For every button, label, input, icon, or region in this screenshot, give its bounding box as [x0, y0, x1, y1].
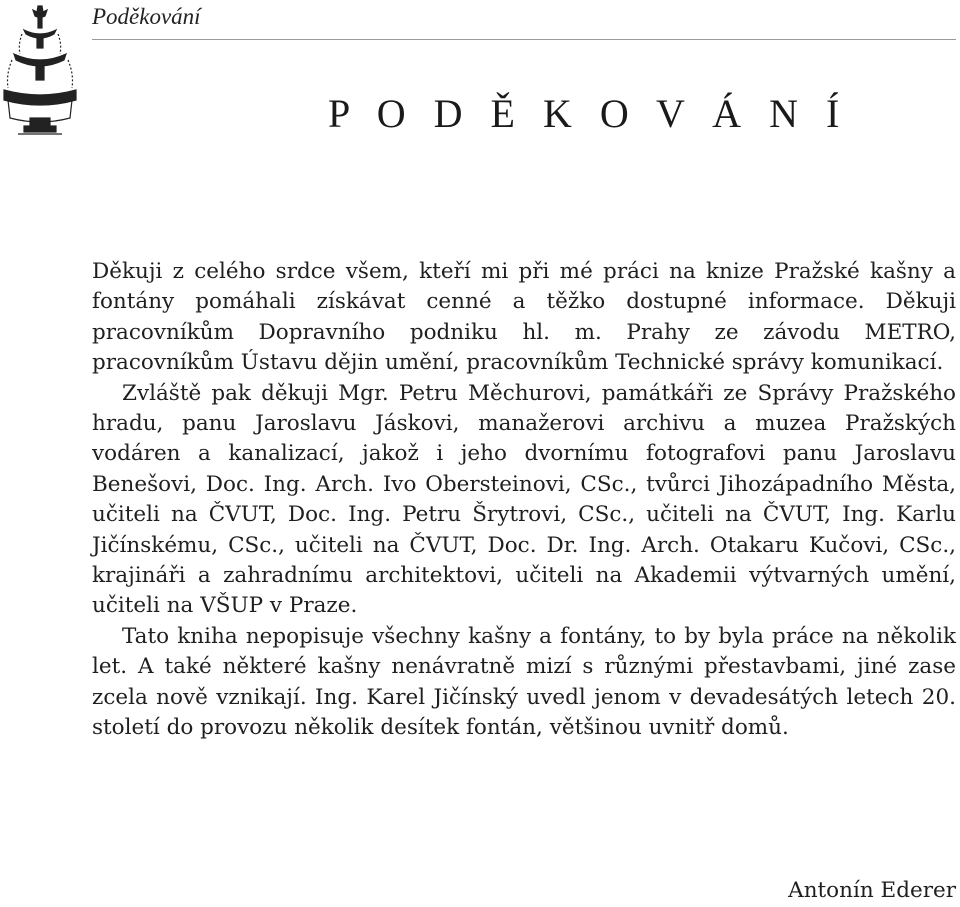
fountain-icon: [0, 0, 80, 140]
chapter-title: P O D Ě K O V Á N Í: [328, 91, 849, 136]
author-signature: Antonín Ederer: [788, 878, 956, 903]
acknowledgement-text: [92, 257, 956, 744]
header-divider: [92, 39, 956, 40]
section-header-title: Poděkování: [92, 4, 201, 29]
paragraph-1: Děkuji z celého srdce všem, kteří mi při mé práci na knize Pražské kašny a fontány pomáhali získávat cenné a těžko dostupné informace. Děkuji pracovníkům Dopravního podniku hl. m. Prahy ze závodu METRO, pracovníkům Ústavu dějin umění, pracovníkům Technické správy komunikací.: [92, 259, 956, 376]
paragraph-2: Zvláště pak děkuji Mgr. Petru Měchurovi, památkáři ze Správy Pražského hradu, panu Jaroslavu Jáskovi, manažerovi archivu a muzea Pražských vodáren a kanalizací, jakož i jeho dvornímu fotografovi panu Jaroslavu Benešovi, Doc. Ing. Arch. Ivo Obersteinovi, CSc., tvůrci Jihozápadního Města, učiteli na ČVUT, Doc. Ing. Petru Šrytrovi, CSc., učiteli na ČVUT, Ing. Karlu Jičínskému, CSc., učiteli na ČVUT, Doc. Dr. Ing. Arch. Otakaru Kučovi, CSc., krajináři a zahradnímu architektovi, učiteli na Akademii výtvarných umění, učiteli na VŠUP v Praze.: [92, 380, 956, 619]
paragraph-3: Tato kniha nepopisuje všechny kašny a fontány, to by byla práce na několik let. A také některé kašny nenávratně mizí s různými přestavbami, jiné zase zcela nově vznikají. Ing. Karel Jičínský uvedl jenom v devadesátých letech 20. století do provozu několik desítek fontán, většinou uvnitř domů.: [92, 623, 956, 741]
